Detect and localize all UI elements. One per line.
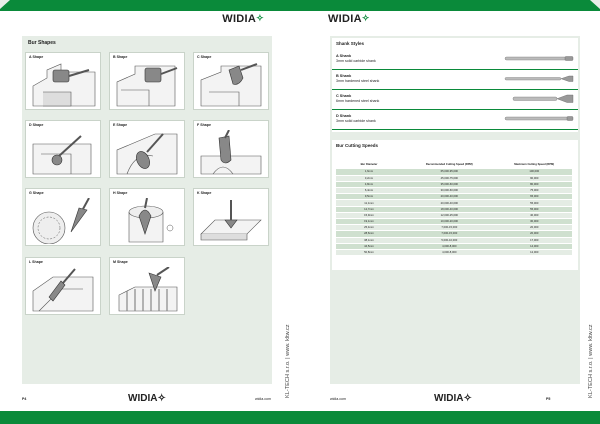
shape-label: H Shape — [113, 191, 128, 195]
table-cell: 40,000 — [496, 212, 572, 218]
cylinder-bur-icon — [31, 62, 97, 108]
bur-shapes-panel — [22, 36, 272, 384]
countersink-bur-icon — [199, 198, 265, 244]
shape-card-h — [109, 188, 185, 246]
table-cell: 17,000 — [496, 237, 572, 243]
right-page — [300, 0, 600, 424]
shank-name: C Shank — [336, 94, 352, 98]
shape-label: D Shape — [29, 123, 44, 127]
footer-url[interactable]: widia.com — [255, 397, 271, 401]
side-company-text: KL-TECH s.r.o. | www. kltw.cz — [588, 324, 594, 398]
shape-card-g — [25, 188, 101, 246]
table-cell: 20,000-40,000 — [402, 194, 496, 200]
shank-styles-title: Shank Styles — [336, 41, 365, 46]
cutting-speeds-section — [332, 140, 578, 270]
table-cell: 5,000-10,000 — [402, 237, 496, 243]
table-cell: 75,000 — [496, 188, 572, 194]
top-green-bar — [0, 0, 300, 11]
shape-card-c — [193, 52, 269, 110]
column-header: Recommended Cutting Speed (RPM) — [402, 160, 496, 169]
table-cell: 20,000-40,000 — [402, 200, 496, 206]
table-cell: 35,000-60,000 — [402, 181, 496, 187]
table-cell: 10,000-20,000 — [402, 219, 496, 225]
shank-desc: 6mm hardened steel shank — [336, 99, 380, 103]
table-cell: 30,000-60,000 — [402, 188, 496, 194]
shank-name: B Shank — [336, 74, 352, 78]
table-cell: 4,8mm — [336, 181, 402, 187]
column-header: Maximum Cutting Speed (RPM) — [496, 160, 572, 169]
table-cell: 44,5mm — [336, 243, 402, 249]
shape-card-a — [25, 52, 101, 110]
shape-card-m — [109, 257, 185, 315]
table-cell: 12,000-25,000 — [402, 212, 496, 218]
table-cell: 28,6mm — [336, 231, 402, 237]
footer-widia-logo: WIDIA✧ — [128, 393, 166, 404]
table-cell: 30,000 — [496, 219, 572, 225]
shank-b-icon — [503, 73, 575, 85]
table-cell: 20,000 — [496, 225, 572, 231]
table-cell: 100,000 — [496, 169, 572, 175]
page-number: P4 — [22, 397, 27, 401]
table-cell: 38,1mm — [336, 237, 402, 243]
table-cell: 6,4mm — [336, 188, 402, 194]
table-cell: 1,6mm — [336, 169, 402, 175]
shank-desc: 3mm solid carbide shank — [336, 59, 376, 63]
flame-bur-icon — [115, 198, 181, 244]
table-cell: 4,000-8,000 — [402, 249, 496, 255]
cutting-speeds-title: Bur Cutting Speeds — [336, 143, 379, 148]
oval-bur-icon — [115, 130, 181, 176]
shape-label: F Shape — [197, 123, 211, 127]
shank-row-c — [332, 90, 578, 110]
page-number: P5 — [546, 397, 551, 401]
shank-and-speed-panel — [330, 36, 580, 384]
table-cell: 18,000-40,000 — [402, 206, 496, 212]
table-cell: 45,000-75,000 — [402, 175, 496, 181]
table-cell: 65,000 — [496, 194, 572, 200]
table-row — [336, 249, 572, 255]
cutting-speeds-table — [336, 160, 572, 256]
widia-star-icon: ✧ — [361, 13, 370, 23]
shape-label: L Shape — [29, 260, 43, 264]
table-cell: 65,000-95,000 — [402, 169, 496, 175]
widia-logo: WIDIA✧ — [222, 13, 264, 25]
table-cell: 12,7mm — [336, 206, 402, 212]
bottom-green-bar — [300, 411, 600, 424]
shape-label: A Shape — [29, 55, 44, 59]
table-cell: 7,000-15,000 — [402, 225, 496, 231]
shape-label: M Shape — [113, 260, 128, 264]
column-header: Bur Diameter — [336, 160, 402, 169]
table-cell: 20,000 — [496, 231, 572, 237]
side-company-text: KL-TECH s.r.o. | www. kltw.cz — [285, 324, 291, 398]
table-cell: 4,000-8,000 — [402, 243, 496, 249]
table-cell: 9,5mm — [336, 194, 402, 200]
shank-d-icon — [503, 113, 575, 125]
table-cell: 12,000 — [496, 249, 572, 255]
shape-label: E Shape — [113, 123, 128, 127]
shank-name: A Shank — [336, 54, 352, 58]
shape-card-k — [193, 188, 269, 246]
shape-card-b — [109, 52, 185, 110]
shank-desc: 3mm hardened steel shank — [336, 79, 380, 83]
cone-bur-icon — [115, 267, 181, 313]
top-green-bar — [300, 0, 600, 11]
tree-radius-bur-icon — [199, 130, 265, 176]
shape-card-f — [193, 120, 269, 178]
shape-card-e — [109, 120, 185, 178]
taper-radius-bur-icon — [31, 267, 97, 313]
cylinder-end-bur-icon — [115, 62, 181, 108]
cutting-speeds-body — [336, 169, 572, 256]
table-cell: 7,000-15,000 — [402, 231, 496, 237]
shank-row-a — [332, 50, 578, 70]
table-cell: 14,000 — [496, 243, 572, 249]
table-cell: 15,9mm — [336, 212, 402, 218]
table-cell: 3,2mm — [336, 175, 402, 181]
ball-bur-icon — [31, 130, 97, 176]
table-cell: 50,8mm — [336, 249, 402, 255]
table-cell: 11,1mm — [336, 200, 402, 206]
shape-label: G Shape — [29, 191, 44, 195]
shank-styles-section — [332, 38, 578, 132]
shank-row-b — [332, 70, 578, 90]
bottom-green-bar — [0, 411, 300, 424]
table-cell: 55,000 — [496, 206, 572, 212]
widia-star-icon: ✧ — [463, 393, 472, 404]
footer-widia-logo: WIDIA✧ — [434, 393, 472, 404]
bur-shapes-title: Bur Shapes — [28, 40, 56, 46]
ball-nose-bur-icon — [199, 62, 265, 108]
widia-star-icon: ✧ — [256, 13, 264, 23]
shank-c-icon — [503, 93, 575, 105]
footer-url[interactable]: widia.com — [330, 397, 346, 401]
shank-name: D Shank — [336, 114, 352, 118]
shank-a-icon — [503, 53, 575, 65]
tree-pointed-bur-icon — [31, 198, 97, 244]
shape-label: B Shape — [113, 55, 128, 59]
table-cell: 80,000 — [496, 181, 572, 187]
widia-logo: WIDIA✧ — [328, 13, 370, 25]
table-header-row — [336, 160, 572, 169]
shank-desc: 3mm solid carbide shank — [336, 119, 376, 123]
shape-card-l — [25, 257, 101, 315]
table-cell: 25,4mm — [336, 225, 402, 231]
shape-card-d — [25, 120, 101, 178]
shape-label: K Shape — [197, 191, 212, 195]
widia-star-icon: ✧ — [157, 393, 166, 404]
table-cell: 55,000 — [496, 200, 572, 206]
table-cell: 90,000 — [496, 175, 572, 181]
shank-row-d — [332, 110, 578, 130]
shape-label: C Shape — [197, 55, 212, 59]
table-cell: 19,1mm — [336, 219, 402, 225]
